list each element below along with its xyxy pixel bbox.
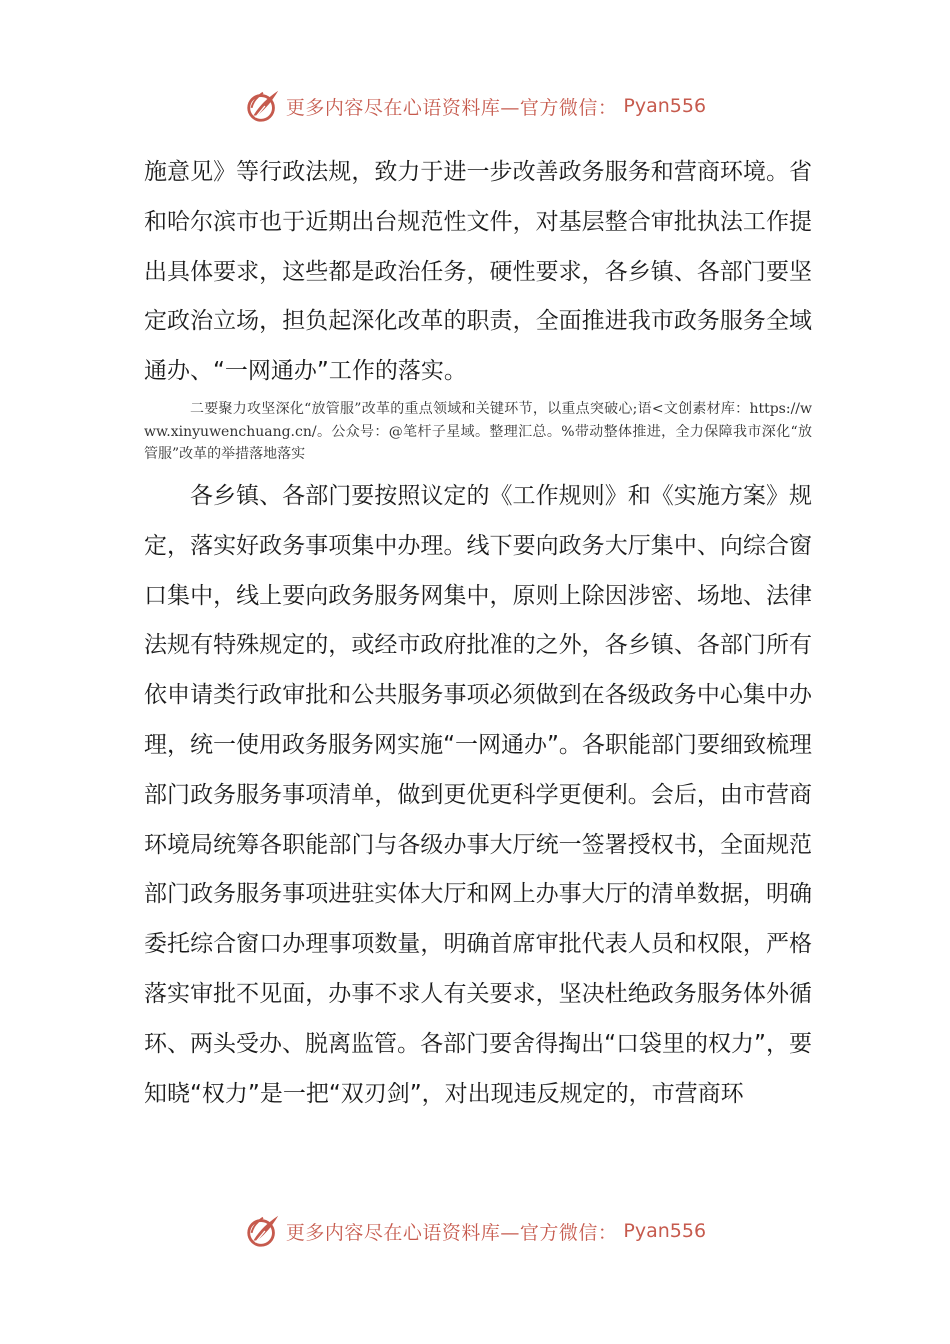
footer-watermark — [0, 1211, 950, 1251]
watermark-text: 更多内容尽在心语资料库—官方微信： — [285, 1221, 618, 1244]
header-watermark — [0, 86, 950, 126]
body-paragraph-2: 各乡镇、各部门要按照议定的《工作规则》和《实施方案》规定，落实好政务事项集中办理。线下要向政务大厅集中、向综合窗口集中，线上要向政务服务网集中，原则上除因涉密、场地、法律法规有特殊规定的，或经市政府批准的之外，各乡镇、各部门所有依申请类行政审批和公共服务事项必须做到在各级政务中心集中办理，统一使用政务服务网实施“一网通办”。各职能部门要细致梳理部门政务服务事项清单，做到更优更科学更便利。会后，由市营商环境局统筹各职能部门与各级办事大厅统一签署授权书，全面规范部门政务服务事项进驻实体大厅和网上办事大厅的清单数据，明确委托综合窗口办理事项数量，明确首席审批代表人员和权限，严格落实审批不见面，办事不求人有关要求，坚决杜绝政务服务体外循环、两头受办、脱离监管。各部门要舍得掏出“口袋里的权力”，要知晓“权力”是一把“双刃剑”，对出现违反规定的，市营商环 — [144, 483, 812, 1107]
watermark-wechat-id: Pyan556 — [623, 95, 707, 117]
section-heading-note: 二要聚力攻坚深化“放管服”改革的重点领域和关键环节，以重点突破心;语<文创素材库：https://www.xinyuwenchuang.cn/。公众号：@笔杆子星域。整理汇总。%带动整体推进，全力保障我市深化“放管服”改革的举措落地落实 — [144, 401, 812, 462]
watermark-text: 更多内容尽在心语资料库—官方微信： — [285, 96, 618, 119]
feather-quill-logo-icon — [244, 87, 282, 125]
feather-quill-logo-icon — [244, 1212, 282, 1250]
body-paragraph-1: 施意见》等行政法规，致力于进一步改善政务服务和营商环境。省和哈尔滨市也于近期出台规范性文件，对基层整合审批执法工作提出具体要求，这些都是政治任务，硬性要求，各乡镇、各部门要坚定政治立场，担负起深化改革的职责，全面推进我市政务服务全域通办、“一网通办”工作的落实。 — [144, 159, 812, 385]
watermark-wechat-id: Pyan556 — [623, 1220, 707, 1242]
